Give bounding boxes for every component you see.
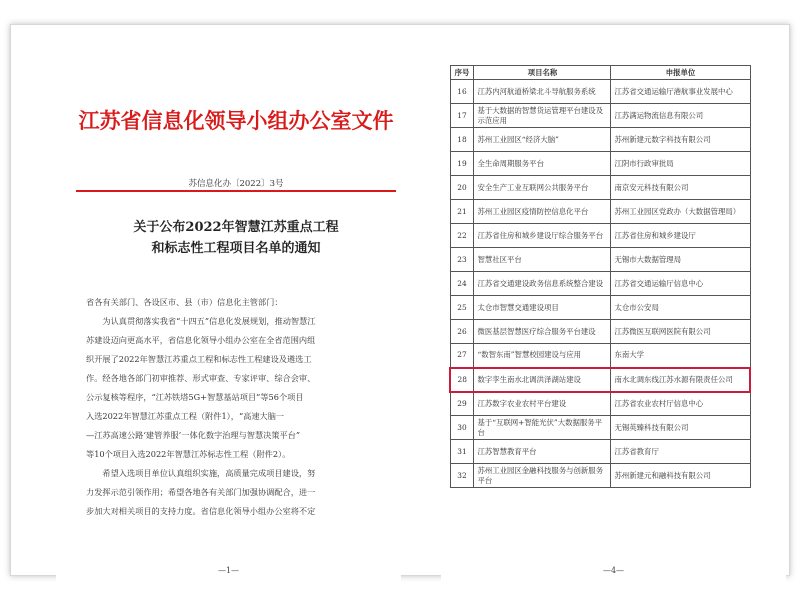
cell-unit: 江苏省交通运输厅港航事业发展中心 (611, 80, 750, 104)
cell-name: 数字孪生南水北调洪泽湖站建设 (474, 368, 611, 392)
cell-name: “数智东南”智慧校园建设与应用 (474, 344, 611, 368)
notice-title (76, 217, 396, 259)
cell-unit: 江苏省教育厅 (611, 440, 750, 464)
cell-name: 苏州工业园区金融科技服务与创新服务平台 (474, 464, 611, 488)
table-row (450, 200, 750, 224)
cell-unit: 江苏满运物流信息有限公司 (611, 104, 750, 128)
cell-unit: 江苏省农业农村厅信息中心 (611, 392, 750, 416)
cell-num: 25 (450, 296, 474, 320)
cell-name: 太仓市智慧交通建设项目 (474, 296, 611, 320)
cell-num: 20 (450, 176, 474, 200)
table-row (450, 104, 750, 128)
table-row (450, 320, 750, 344)
table-header-row (450, 66, 750, 80)
table-row (450, 224, 750, 248)
body-line: 力发挥示范引领作用；希望各地各有关部门加强协调配合，进一 (86, 487, 316, 497)
header-applicant-unit: 申报单位 (611, 66, 750, 80)
body-line: 等10个项目入选2022年智慧江苏标志性工程（附件2）。 (86, 449, 291, 459)
project-table (449, 65, 751, 488)
cell-num: 16 (450, 80, 474, 104)
table-row (450, 296, 750, 320)
cell-unit: 无锡英臻科技有限公司 (611, 416, 750, 440)
cell-num: 32 (450, 464, 474, 488)
cell-name: 江苏智慧教育平台 (474, 440, 611, 464)
cell-unit: 无锡市大数据管理局 (611, 248, 750, 272)
cell-unit: 江苏省交通运输厅信息中心 (611, 272, 750, 296)
cell-num: 18 (450, 128, 474, 152)
table-row (450, 392, 750, 416)
header-project-name: 项目名称 (474, 66, 611, 80)
cell-name: 江苏数字农业农村平台建设 (474, 392, 611, 416)
cell-name: 基于“互联网+智能光伏”大数据服务平台 (474, 416, 611, 440)
table-row (450, 248, 750, 272)
body-line: 公示复核等程序，“江苏铁塔5G+智慧基站项目”等56个项目 (86, 392, 304, 402)
cell-num: 19 (450, 152, 474, 176)
cell-num: 21 (450, 200, 474, 224)
table-row (450, 464, 750, 488)
cell-name: 全生命周期服务平台 (474, 152, 611, 176)
table-row (450, 128, 750, 152)
table-row (450, 176, 750, 200)
cell-name: 江苏内河航道桥梁北斗导航服务系统 (474, 80, 611, 104)
table-row (450, 344, 750, 368)
cell-unit: 东南大学 (611, 344, 750, 368)
body-line: 入选2022年智慧江苏重点工程（附件1），“高速大脑一 (86, 411, 285, 421)
cell-unit: 苏州新建元数字科技有限公司 (611, 128, 750, 152)
cell-unit: 苏州工业园区党政办（大数据管理局） (611, 200, 750, 224)
cell-num: 30 (450, 416, 474, 440)
cell-num: 23 (450, 248, 474, 272)
body-line: 为认真贯彻落实我省“十四五”信息化发展规划，推动智慧江 (102, 316, 316, 326)
table-row (450, 80, 750, 104)
left-page (56, 65, 401, 585)
cell-num: 26 (450, 320, 474, 344)
document-frame (10, 24, 790, 576)
salutation: 省各有关部门、各设区市、县（市）信息化主管部门： (86, 297, 283, 307)
body-line: 作。经各地各部门初审推荐、形式审查、专家评审、综合会审、 (86, 373, 316, 383)
table-row (450, 272, 750, 296)
red-divider-line (76, 190, 396, 192)
cell-name: 安全生产工业互联网公共服务平台 (474, 176, 611, 200)
cell-num: 29 (450, 392, 474, 416)
cell-num: 17 (450, 104, 474, 128)
right-page (441, 65, 786, 585)
document-number: 苏信息化办〔2022〕3号 (188, 179, 284, 189)
cell-unit: 南水北调东线江苏水源有限责任公司 (611, 368, 750, 392)
notice-title-line-1: 关于公布2022年智慧江苏重点工程 (133, 220, 339, 235)
table-row (450, 152, 750, 176)
table-row (450, 368, 750, 392)
page-number: —1— (217, 566, 240, 575)
cell-unit: 南京安元科技有限公司 (611, 176, 750, 200)
body-line: —江苏高速公路‘建管养服’一体化数字治理与智慧决策平台” (86, 430, 301, 440)
header-number: 序号 (450, 66, 474, 80)
cell-name: 微医基层智慧医疗综合服务平台建设 (474, 320, 611, 344)
cell-name: 智慧社区平台 (474, 248, 611, 272)
cell-name: 基于大数据的智慧货运管理平台建设及示范应用 (474, 104, 611, 128)
table-row (450, 416, 750, 440)
cell-unit: 太仓市公安局 (611, 296, 750, 320)
cell-name: 苏州工业园区疫情防控信息化平台 (474, 200, 611, 224)
red-header-title: 江苏省信息化领导小组办公室文件 (78, 108, 394, 133)
body-line: 苏建设迈向更高水平，省信息化领导小组办公室在全省范围内组 (86, 335, 316, 345)
cell-unit: 江苏省住房和城乡建设厅 (611, 224, 750, 248)
cell-num: 28 (450, 368, 474, 392)
cell-num: 24 (450, 272, 474, 296)
notice-title-line-2: 和标志性工程项目名单的通知 (151, 241, 321, 256)
cell-num: 22 (450, 224, 474, 248)
table-body (450, 80, 750, 488)
page-number: —4— (602, 566, 625, 575)
cell-unit: 苏州新建元和融科技有限公司 (611, 464, 750, 488)
notice-body (86, 293, 386, 521)
cell-num: 31 (450, 440, 474, 464)
body-line: 希望入选项目单位认真组织实施，高质量完成项目建设，努 (102, 468, 316, 478)
body-line: 织开展了2022年智慧江苏重点工程和标志性工程建设及遴选工 (86, 354, 312, 364)
body-line: 步加大对相关项目的支持力度。省信息化领导小组办公室将不定 (86, 506, 316, 516)
table-row (450, 440, 750, 464)
cell-name: 苏州工业园区“经济大脑” (474, 128, 611, 152)
cell-name: 江苏省住房和城乡建设厅综合服务平台 (474, 224, 611, 248)
cell-unit: 江苏微医互联网医院有限公司 (611, 320, 750, 344)
cell-num: 27 (450, 344, 474, 368)
cell-name: 江苏省交通建设政务信息系统整合建设 (474, 272, 611, 296)
cell-unit: 江阴市行政审批局 (611, 152, 750, 176)
